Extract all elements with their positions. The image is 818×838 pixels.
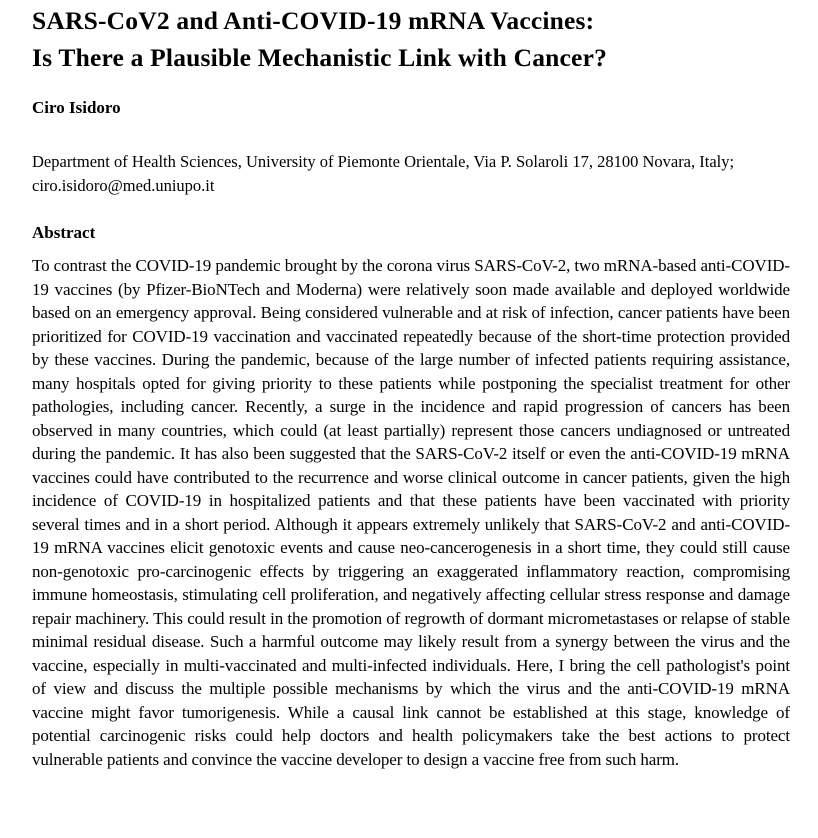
abstract-text: To contrast the COVID-19 pandemic brought by the corona virus SARS-CoV-2, two mRNA-based anti-COVID-19 vaccines (by Pfizer-BioNTech and Moderna) were relatively soon made available and deployed worldwide based on an emergency approval. Being considered vulnerable and at risk of infection, cancer patients have been prioritized for COVID-19 vaccination and vaccinated repeatedly because of the short-time protection provided by these vaccines. During the pandemic, because of the large number of infected patients requiring assistance, many hospitals opted for giving priority to these patients while postponing the specialist treatment for other pathologies, including cancer. Recently, a surge in the incidence and rapid progression of cancers has been observed in many countries, which could (at least partially) represent those cancers undiagnosed or untreated during the pandemic. It has also been suggested that the SARS-CoV-2 itself or even the anti-COVID-19 mRNA vaccines could have contributed to the recurrence and worse clinical outcome in cancer patients, given the high incidence of COVID-19 in hospitalized patients and that these patients have been vaccinated with priority several times and in a short period. Although it appears extremely unlikely that SARS-CoV-2 and anti-COVID-19 mRNA vaccines elicit genotoxic events and cause neo-cancerogenesis in a short time, they could still cause non-genotoxic pro-carcinogenic effects by triggering an exaggerated inflammatory reaction, compromising immune homeostasis, stimulating cell proliferation, and negatively affecting cellular stress response and damage repair machinery. This could result in the promotion of regrowth of dormant micrometastases or relapse of stable minimal residual disease. Such a harmful outcome may likely result from a synergy between the virus and the vaccine, especially in multi-vaccinated and multi-infected individuals. Here, I bring the cell pathologist's point of view and discuss the multiple possible mechanisms by which the virus and the anti-COVID-19 mRNA vaccine might favor tumorigenesis. While a causal link cannot be established at this stage, knowledge of potential carcinogenic risks could help doctors and health policymakers take the best actions to protect vulnerable patients and convince the vaccine developer to design a vaccine free from such harm.	[32, 256, 790, 769]
paper-title-line2: Is There a Plausible Mechanistic Link with Cancer?	[32, 43, 608, 72]
abstract-heading: Abstract	[32, 223, 96, 242]
author-email: ciro.isidoro@med.uniupo.it	[32, 175, 215, 195]
paper-title	[32, 2, 790, 76]
affiliation-text: Department of Health Sciences, University of Piemonte Orientale, Via P. Solaroli 17, 28100 Novara, Italy;	[32, 152, 735, 171]
author-name: Ciro Isidoro	[32, 98, 121, 117]
paper-title-line1: SARS-CoV2 and Anti-COVID-19 mRNA Vaccines:	[32, 6, 595, 35]
affiliation-block	[32, 150, 790, 197]
